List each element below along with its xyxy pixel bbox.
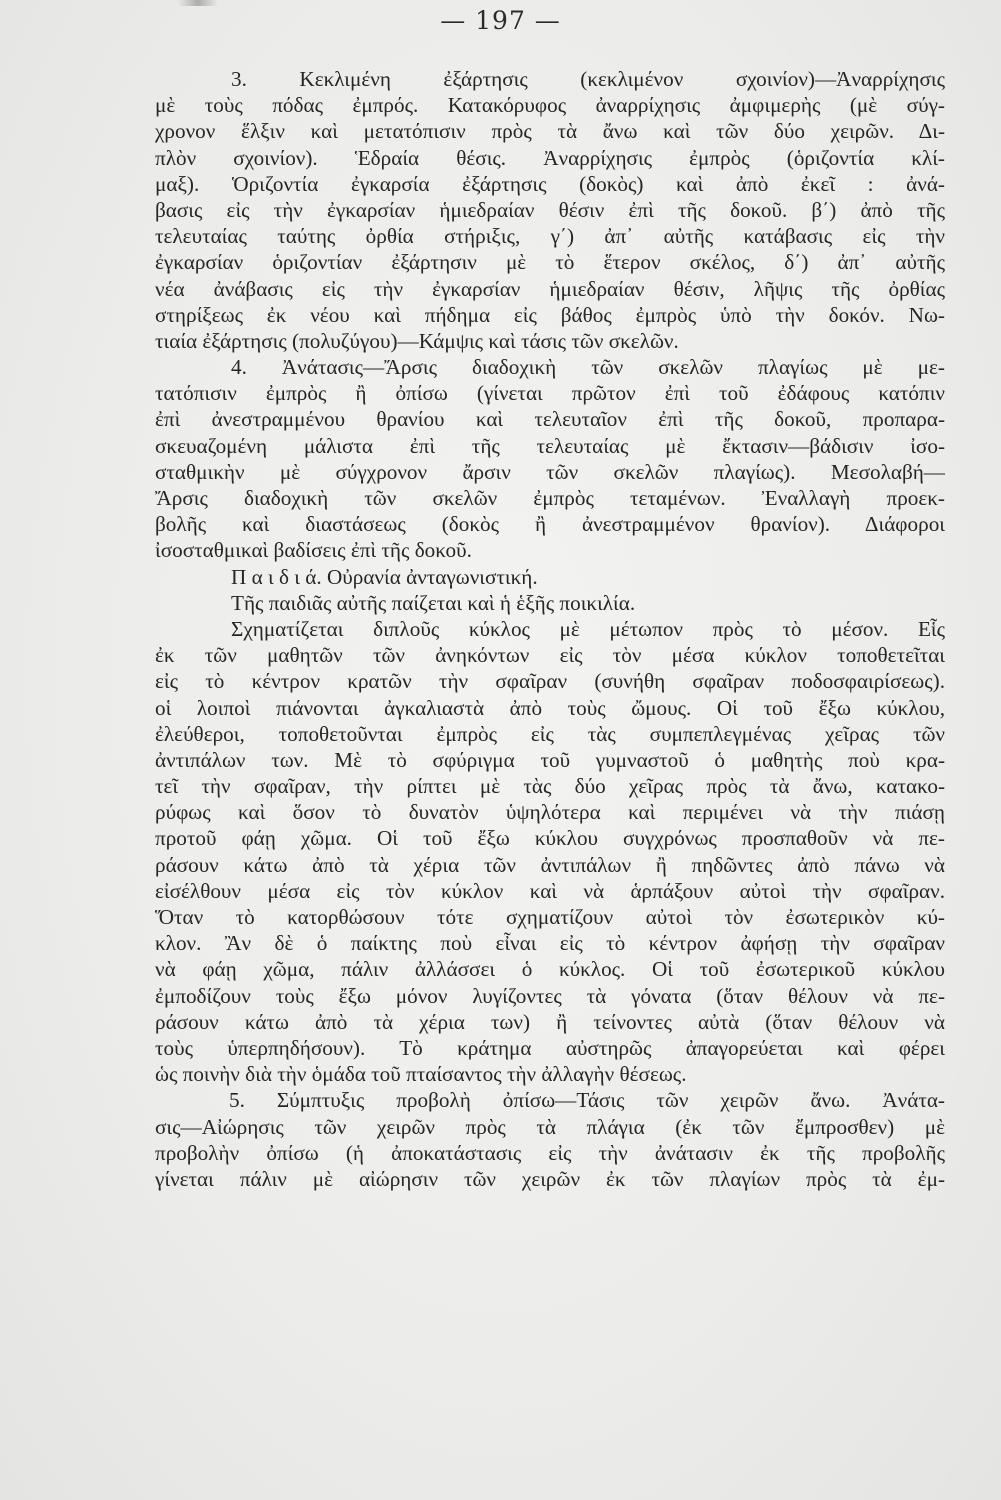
text-line: τελευταίας ταύτης ὀρθία στήριξις, γ΄) ἀπ᾽ αὐτῆς κατάβασις εἰς τὴν (155, 224, 945, 249)
text-line: τατόπισιν ἐμπρὸς ἢ ὀπίσω (γίνεται πρῶτον ἐπὶ τοῦ ἐδάφους κατόπιν (155, 381, 945, 406)
text-line: τεῖ τὴν σφαῖραν, τὴν ρίπτει μὲ τὰς δύο χεῖρας πρὸς τὰ ἄνω, κατακο- (155, 774, 945, 799)
text-line: Τῆς παιδιᾶς αὐτῆς παίζεται καὶ ἡ ἑξῆς ποικιλία. (231, 590, 636, 615)
text-line: Ὅταν τὸ κατορθώσουν τότε σχηματίζουν αὐτοὶ τὸν ἐσωτερικὸν κύ- (155, 905, 945, 929)
text-line: ράσουν κάτω ἀπὸ τὰ χέρια τῶν ἀντιπάλων ἢ πηδῶντες ἀπὸ πάνω νὰ (155, 852, 945, 877)
text-line: 3. Κεκλιμένη ἐξάρτησις (κεκλιμένον σχοινίον)—Ἀναρρίχησις (231, 67, 945, 91)
text-line: ἰσοσταθμικαὶ βαδίσεις ἐπὶ τῆς δοκοῦ. (155, 538, 472, 563)
text-line: εἰς τὸ κέντρον κρατῶν τὴν σφαῖραν (συνήθη σφαῖραν ποδοσφαιρίσεως). (155, 669, 945, 694)
text-line: ἀντιπάλων των. Μὲ τὸ σφύριγμα τοῦ γυμναστοῦ ὁ μαθητὴς ποὺ κρα- (155, 747, 945, 772)
text-line: μαξ). Ὁριζοντία ἐγκαρσία ἐξάρτησις (δοκὸς) καὶ ἀπὸ ἐκεῖ : ἀνά- (155, 171, 945, 196)
text-line: βασις εἰς τὴν ἐγκαρσίαν ἡμιεδραίαν θέσιν ἐπὶ τῆς δοκοῦ. β΄) ἀπὸ τῆς (155, 197, 945, 222)
body-text (155, 66, 945, 1192)
text-line: Ἄρσις διαδοχικὴ τῶν σκελῶν ἐμπρὸς τεταμένων. Ἐναλλαγὴ προεκ- (155, 486, 945, 510)
text-line: νέα ἀνάβασις εἰς τὴν ἐγκαρσίαν ἡμιεδραίαν θέσιν, λῆψις τῆς ὀρθίας (155, 276, 945, 301)
text-line: σις—Αἰώρησις τῶν χειρῶν πρὸς τὰ πλάγια (ἐκ τῶν ἔμπροσθεν) μὲ (155, 1114, 945, 1139)
text-line: προτοῦ φάῃ χῶμα. Οἱ τοῦ ἔξω κύκλου συγχρόνως προσπαθοῦν νὰ πε- (155, 826, 945, 851)
text-line: ράσουν κάτω ἀπὸ τὰ χέρια των) ἢ τείνοντες αὐτὰ (ὅταν θέλουν νὰ (155, 1009, 945, 1034)
text-line: προβολὴν ὀπίσω (ἡ ἀποκατάστασις εἰς τὴν ἀνάτασιν ἐκ τῆς προβολῆς (155, 1140, 945, 1165)
text-line: σκευαζομένη μάλιστα ἐπὶ τῆς τελευταίας μὲ ἔκτασιν—βάδισιν ἰσο- (155, 433, 945, 458)
text-line: σταθμικὴν μὲ σύγχρονον ἄρσιν τῶν σκελῶν πλαγίως). Μεσολαβή— (155, 459, 945, 484)
text-line: τιαία ἐξάρτησις (πολυζύγου)—Κάμψις καὶ τάσις τῶν σκελῶν. (155, 328, 679, 353)
text-line: γίνεται πάλιν μὲ αἰώρησιν τῶν χειρῶν ἐκ τῶν πλαγίων πρὸς τὰ ἐμ- (155, 1166, 945, 1191)
text-line: ἐγκαρσίαν ὁριζοντίαν ἐξάρτησιν μὲ τὸ ἕτερον σκέλος, δ΄) ἀπ᾽ αὐτῆς (155, 250, 945, 275)
text-line: ρύφως καὶ ὅσον τὸ δυνατὸν ὑψηλότερα καὶ περιμένει νὰ τὴν πιάσῃ (155, 800, 945, 825)
text-line: ἐμποδίζουν τοὺς ἔξω μόνον λυγίζοντες τὰ γόνατα (ὅταν θέλουν νὰ πε- (155, 983, 945, 1008)
text-line: εἰσέλθουν μέσα εἰς τὸν κύκλον καὶ νὰ ἁρπάξουν αὐτοὶ τὴν σφαῖραν. (155, 878, 945, 903)
text-line: κλον. Ἂν δὲ ὁ παίκτης ποὺ εἶναι εἰς τὸ κέντρον ἀφήσῃ τὴν σφαῖραν (155, 931, 945, 956)
text-line: τοὺς ὑπερπηδήσουν). Τὸ κράτημα αὐστηρῶς ἀπαγορεύεται καὶ φέρει (155, 1035, 945, 1060)
text-line: ὡς ποινὴν διὰ τὴν ὁμάδα τοῦ πταίσαντος τὴν ἀλλαγὴν θέσεως. (155, 1062, 687, 1087)
text-line: νὰ φάῃ χῶμα, πάλιν ἀλλάσσει ὁ κύκλος. Οἱ τοῦ ἐσωτερικοῦ κύκλου (155, 957, 945, 982)
text-line: πλὸν σχοινίον). Ἑδραία θέσις. Ἀναρρίχησις ἐμπρὸς (ὁριζοντία κλί- (155, 145, 945, 170)
text-line: στηρίξεως ἐκ νέου καὶ πήδημα εἰς βάθος ἐμπρὸς ὑπὸ τὴν δοκόν. Νω- (155, 302, 945, 327)
text-line: ἐκ τῶν μαθητῶν τῶν ἀνηκόντων εἰς τὸν μέσα κύκλον τοποθετεῖται (155, 643, 945, 668)
text-line: Σχηματίζεται διπλοῦς κύκλος μὲ μέτωπον πρὸς τὸ μέσον. Εἷς (231, 616, 945, 641)
text-line: οἱ λοιποὶ πιάνονται ἀγκαλιαστὰ ἀπὸ τοὺς ὤμους. Οἱ τοῦ ἔξω κύκλου, (155, 695, 945, 720)
text-line: ἐλεύθεροι, τοποθετοῦνται ἐμπρὸς εἰς τὰς συμπεπλεγμένας χεῖρας τῶν (155, 721, 945, 746)
text-line: 4. Ἀνάτασις—Ἄρσις διαδοχικὴ τῶν σκελῶν πλαγίως μὲ με- (231, 355, 945, 380)
text-line: Π α ι δ ι ά. Οὐρανία ἀνταγωνιστική. (231, 564, 538, 589)
page-number: — 197 — (440, 6, 561, 35)
text-line: βολῆς καὶ διαστάσεως (δοκὸς ἢ ἀνεστραμμένον θρανίον). Διάφοροι (155, 512, 945, 537)
text-line: μὲ τοὺς πόδας ἐμπρός. Κατακόρυφος ἀναρρίχησις ἀμφιμερὴς (μὲ σύγ- (155, 93, 945, 118)
text-line: ἐπὶ ἀνεστραμμένου θρανίου καὶ τελευταῖον ἐπὶ τῆς δοκοῦ, προπαρα- (155, 407, 945, 432)
text-line: 5. Σύμπτυξις προβολὴ ὀπίσω—Τάσις τῶν χειρῶν ἄνω. Ἀνάτα- (229, 1088, 945, 1113)
text-line: χρονον ἕλξιν καὶ μετατόπισιν πρὸς τὰ ἄνω καὶ τῶν δύο χειρῶν. Δι- (155, 119, 945, 144)
